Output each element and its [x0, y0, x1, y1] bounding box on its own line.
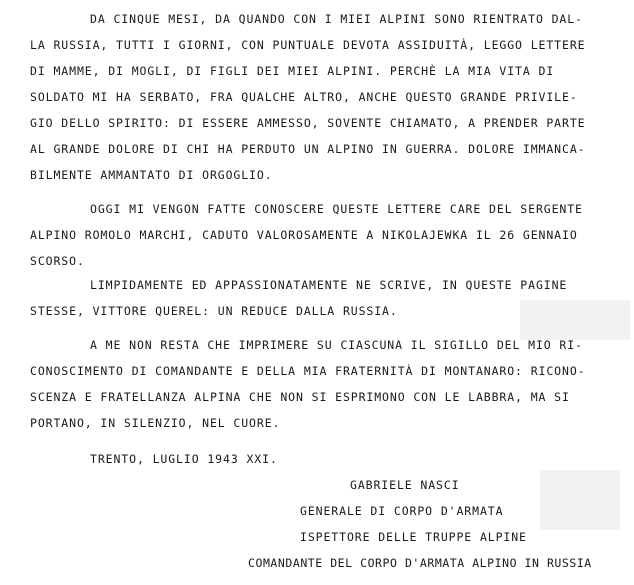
- paragraph-2-line-1: OGGI MI VENGON FATTE CONOSCERE QUESTE LETTERE CARE DEL SERGENTE: [90, 202, 583, 216]
- paragraph-4-line-3: SCENZA E FRATELLANZA ALPINA CHE NON SI ESPRIMONO CON LE LABBRA, MA SI: [30, 390, 570, 404]
- paragraph-2-line-3: SCORSO.: [30, 254, 85, 268]
- paragraph-3-line-1: LIMPIDAMENTE ED APPASSIONATAMENTE NE SCRIVE, IN QUESTE PAGINE: [90, 278, 568, 292]
- paragraph-2-line-2: ALPINO ROMOLO MARCHI, CADUTO VALOROSAMENTE A NIKOLAJEWKA IL 26 GENNAIO: [30, 228, 578, 242]
- paragraph-1-line-2: LA RUSSIA, TUTTI I GIORNI, CON PUNTUALE DEVOTA ASSIDUITÀ, LEGGO LETTERE: [30, 38, 586, 52]
- signature-title-1: GENERALE DI CORPO D'ARMATA: [300, 504, 504, 518]
- paragraph-3-line-2: STESSE, VITTORE QUEREL: UN REDUCE DALLA RUSSIA.: [30, 304, 398, 318]
- paragraph-4-line-1: A ME NON RESTA CHE IMPRIMERE SU CIASCUNA IL SIGILLO DEL MIO RI-: [90, 338, 583, 352]
- paragraph-1-line-5: GIO DELLO SPIRITO: DI ESSERE AMMESSO, SOVENTE CHIAMATO, A PRENDER PARTE: [30, 116, 586, 130]
- paragraph-4-line-2: CONOSCIMENTO DI COMANDANTE E DELLA MIA FRATERNITÀ DI MONTANARO: RICONO-: [30, 364, 586, 378]
- paragraph-1-line-6: AL GRANDE DOLORE DI CHI HA PERDUTO UN ALPINO IN GUERRA. DOLORE IMMANCA-: [30, 142, 586, 156]
- signature-title-2: ISPETTORE DELLE TRUPPE ALPINE: [300, 530, 527, 544]
- paragraph-1-line-4: SOLDATO MI HA SERBATO, FRA QUALCHE ALTRO, ANCHE QUESTO GRANDE PRIVILE-: [30, 90, 578, 104]
- paragraph-1-line-3: DI MAMME, DI MOGLI, DI FIGLI DEI MIEI ALPINI. PERCHÈ LA MIA VITA DI: [30, 64, 555, 78]
- dateline: TRENTO, LUGLIO 1943 XXI.: [90, 452, 278, 466]
- paragraph-4-line-4: PORTANO, IN SILENZIO, NEL CUORE.: [30, 416, 281, 430]
- signature-name: GABRIELE NASCI: [350, 478, 460, 492]
- scan-smudge-right: [520, 300, 630, 340]
- paragraph-1-line-7: BILMENTE AMMANTATO DI ORGOGLIO.: [30, 168, 273, 182]
- signature-title-3: COMANDANTE DEL CORPO D'ARMATA ALPINO IN RUSSIA: [248, 556, 592, 570]
- paragraph-1-line-1: DA CINQUE MESI, DA QUANDO CON I MIEI ALPINI SONO RIENTRATO DAL-: [90, 12, 583, 26]
- scan-smudge-bottom: [540, 470, 620, 530]
